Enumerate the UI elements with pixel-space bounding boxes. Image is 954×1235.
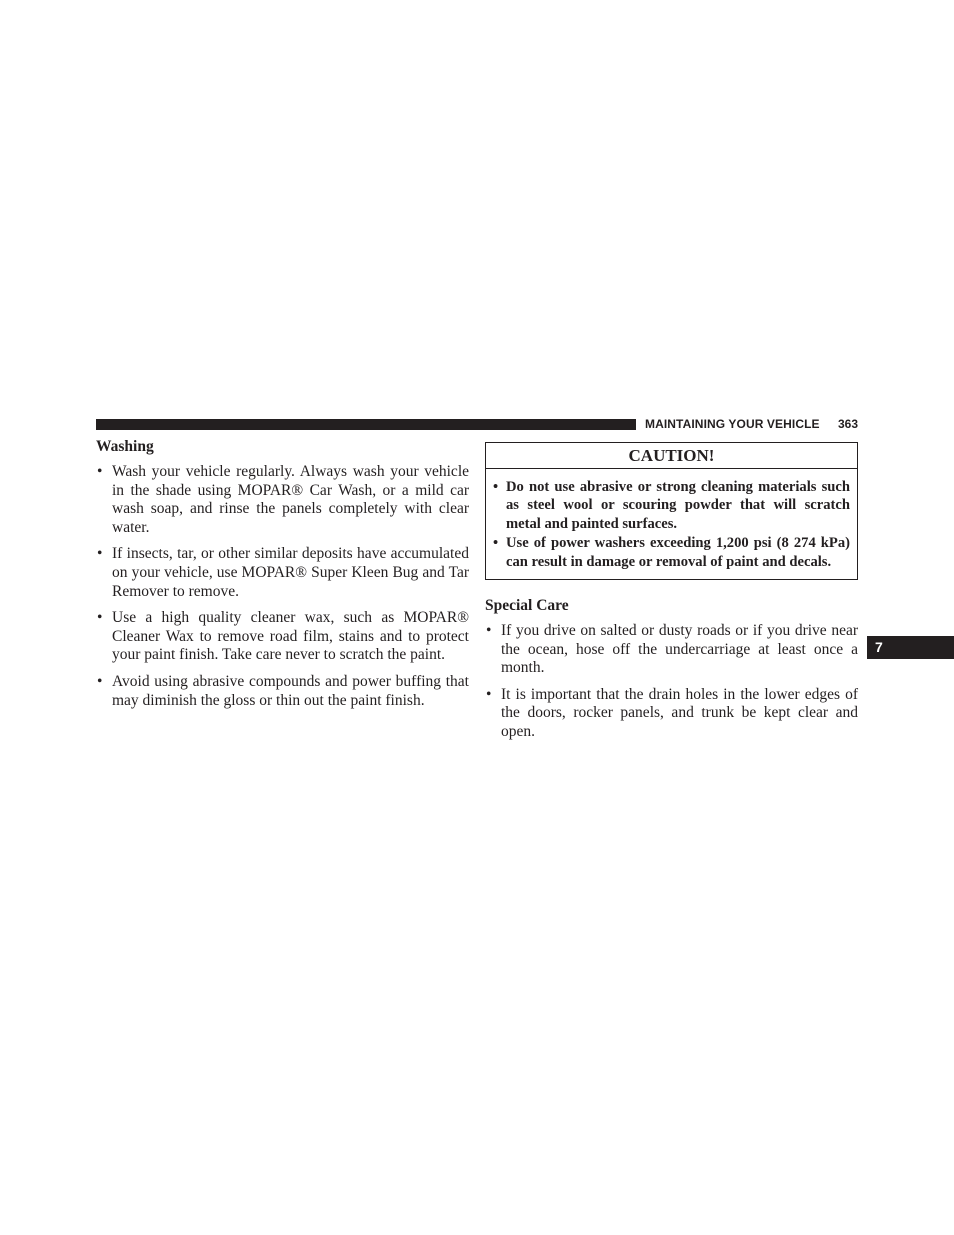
list-item-text: If you drive on salted or dusty roads or if you drive near the ocean, hose off the undercarriage at least once a month. <box>501 622 858 677</box>
list-item <box>485 622 858 678</box>
bullet-icon: • <box>97 545 103 563</box>
washing-heading: Washing <box>96 438 154 455</box>
bullet-icon: • <box>97 609 103 627</box>
list-item-text: Use a high quality cleaner wax, such as MOPAR® Cleaner Wax to remove road film, stains and to protect your paint finish. Take care never to scratch the paint. <box>112 609 469 664</box>
list-item <box>96 545 469 601</box>
list-item-text: Do not use abrasive or strong cleaning materials such as steel wool or scouring powder that will scratch metal and painted surfaces. <box>506 479 850 532</box>
list-item <box>96 673 469 710</box>
bullet-icon: • <box>486 685 492 703</box>
bullet-icon: • <box>486 622 492 640</box>
caution-title: CAUTION! <box>486 443 857 469</box>
list-item <box>485 686 858 742</box>
caution-list <box>493 478 850 571</box>
bullet-icon: • <box>97 672 103 690</box>
list-item-text: Avoid using abrasive compounds and power buffing that may diminish the gloss or thin out the paint finish. <box>112 672 469 709</box>
page-number: 363 <box>838 417 859 431</box>
list-item-text: Wash your vehicle regularly. Always wash your vehicle in the shade using MOPAR® Car Wash, or a mild car wash soap, and rinse the panels completely with clear water. <box>112 463 469 536</box>
list-item <box>96 609 469 665</box>
washing-list <box>96 463 469 710</box>
list-item-text: If insects, tar, or other similar deposits have accumulated on your vehicle, use MOPAR® Super Kleen Bug and Tar Remover to remove. <box>112 545 469 600</box>
special-care-list <box>485 622 858 742</box>
bullet-icon: • <box>493 479 499 495</box>
special-care-heading: Special Care <box>485 597 569 615</box>
bullet-icon: • <box>493 535 499 552</box>
chapter-number: 7 <box>875 639 883 655</box>
running-header-title: MAINTAINING YOUR VEHICLE <box>645 417 820 431</box>
list-item <box>493 478 850 533</box>
caution-body <box>486 469 857 579</box>
header-rule <box>96 419 636 430</box>
right-column <box>485 442 858 750</box>
list-item <box>96 463 469 537</box>
list-item-text: Use of power washers exceeding 1,200 psi (8 274 kPa) can result in damage or removal of paint and decals. <box>506 535 850 570</box>
bullet-icon: • <box>97 463 103 480</box>
list-item <box>493 534 850 571</box>
chapter-tab <box>867 636 954 659</box>
caution-box <box>485 442 858 580</box>
list-item-text: It is important that the drain holes in the lower edges of the doors, rocker panels, and trunk be kept clear and open. <box>501 685 858 740</box>
left-column <box>96 437 469 718</box>
